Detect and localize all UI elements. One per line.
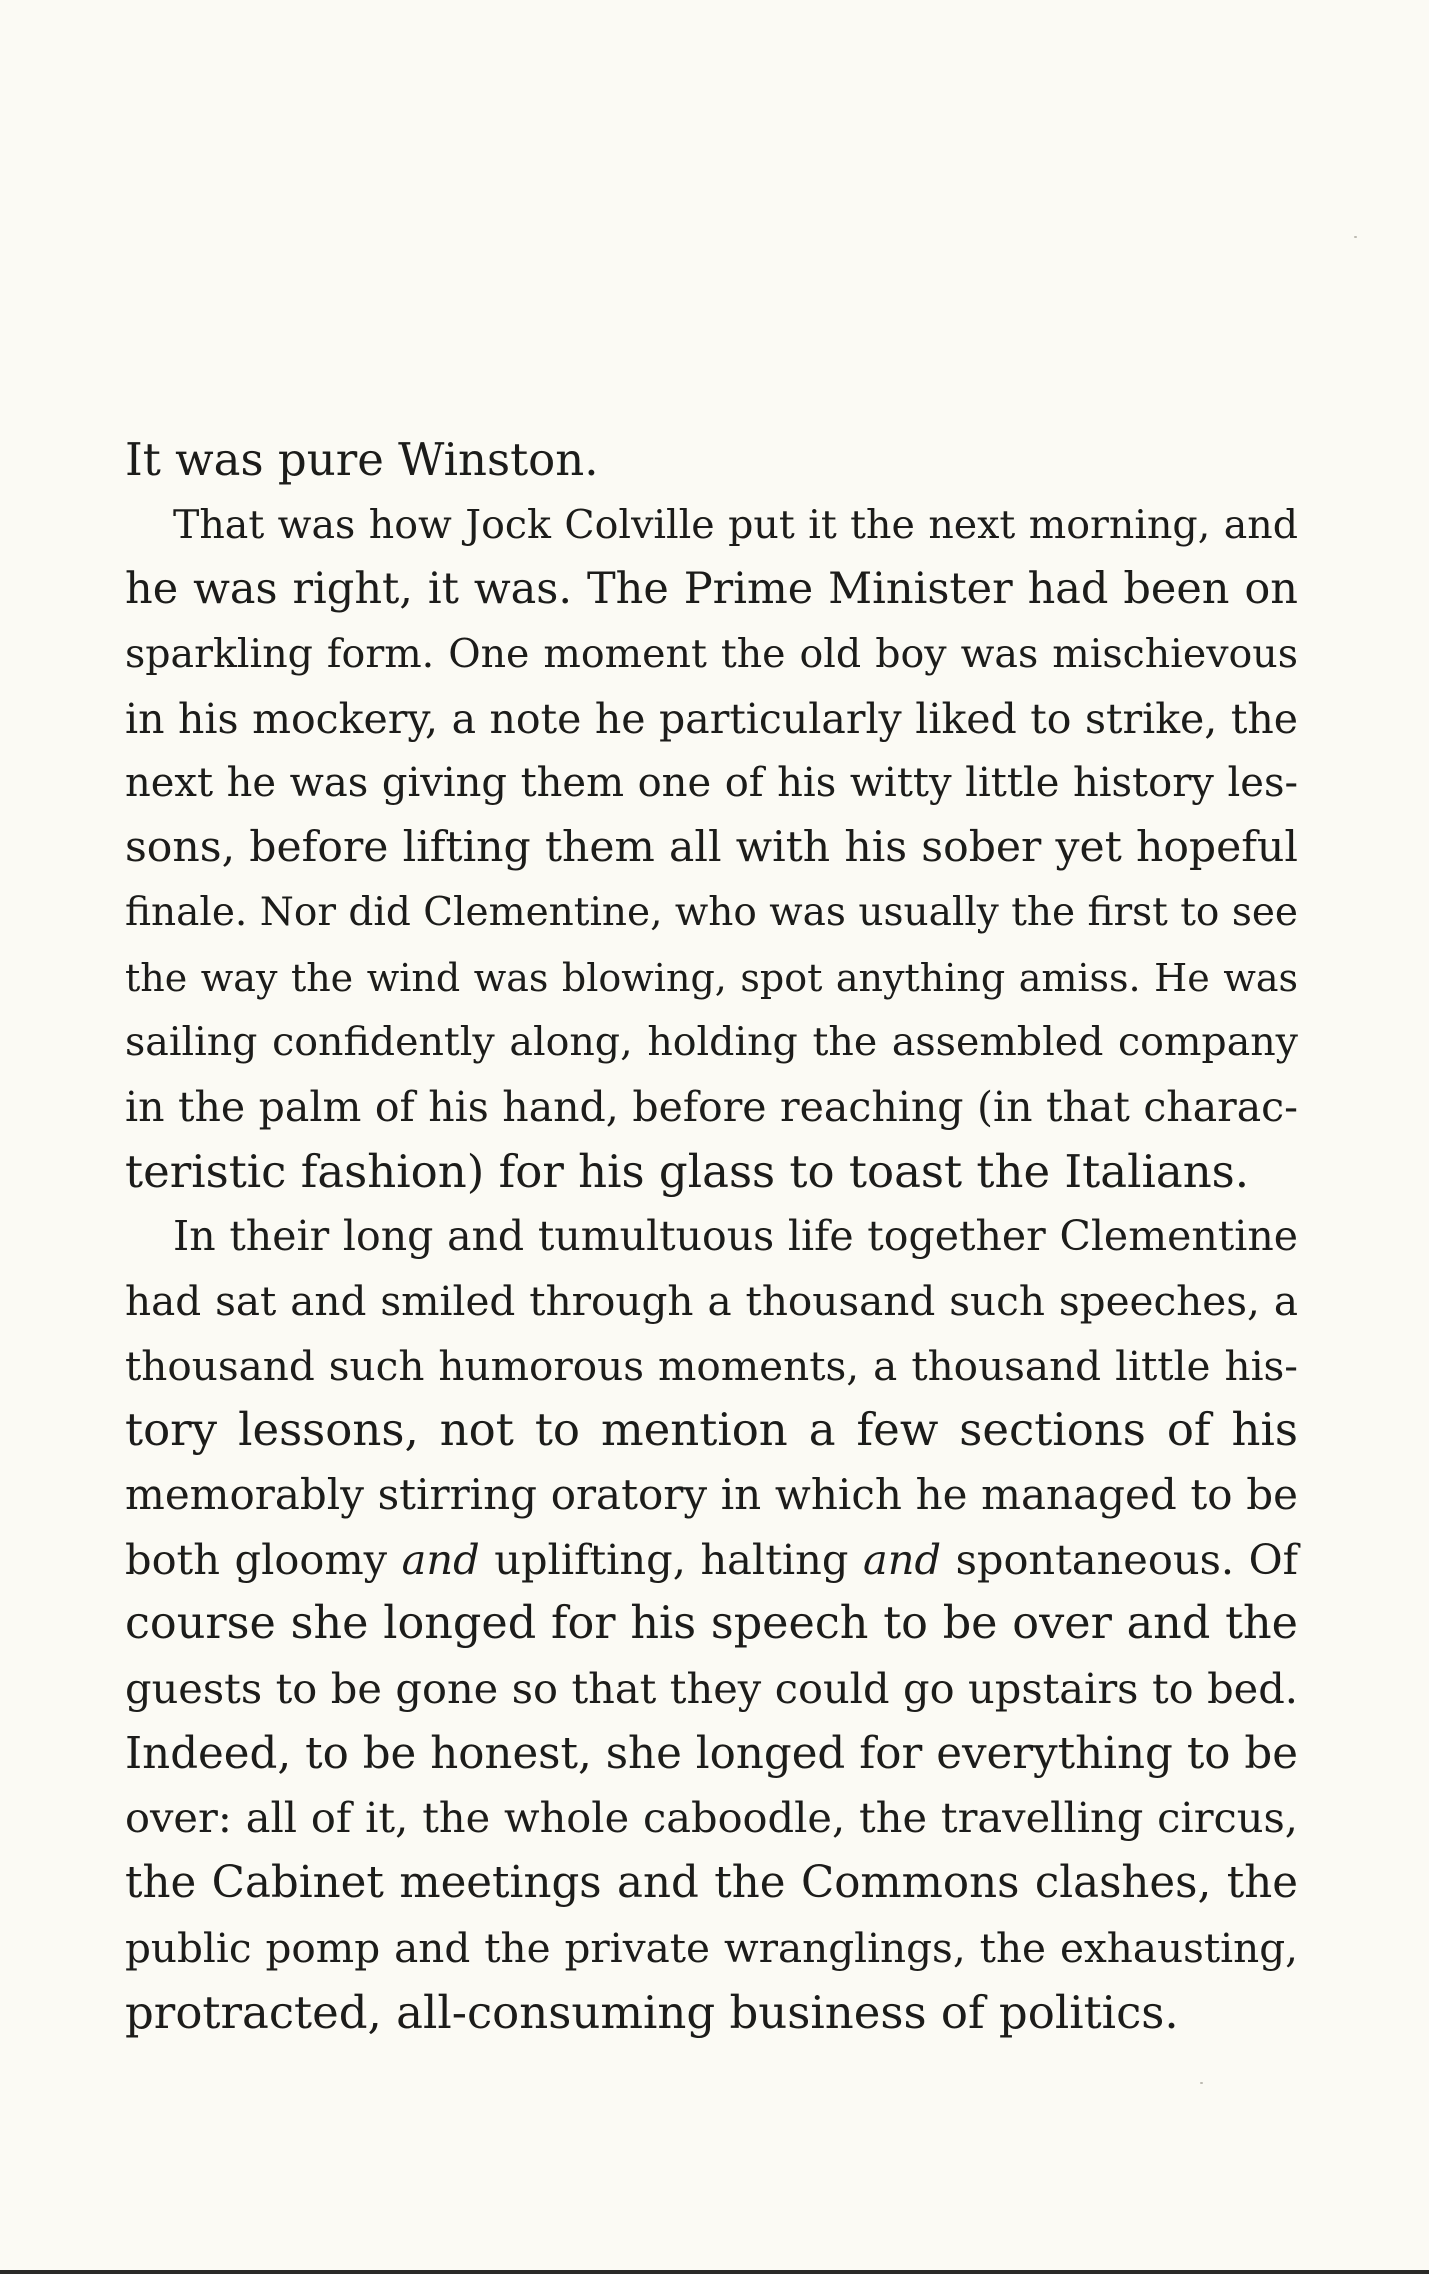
text-fragment: had sat and smiled through a thousand such speeches, a: [125, 1276, 1298, 1325]
text-line: [125, 622, 1298, 687]
text-fragment: course she longed for his speech to be over and the: [125, 1598, 1298, 1650]
text-fragment: in his mockery, a note he particularly liked to strike, the: [125, 694, 1298, 743]
text-line: [125, 1851, 1298, 1916]
text-fragment: memorably stirring oratory in which he managed to be: [125, 1470, 1298, 1519]
paragraph-first-line: [125, 493, 1298, 558]
text-fragment: sons, before lifting them all with his sober yet hopeful: [125, 823, 1298, 873]
text-line: [125, 1398, 1298, 1463]
text-fragment: tory lessons, not to mention a few sections of his: [125, 1403, 1298, 1457]
text-line: [125, 881, 1298, 946]
text-line: [125, 1140, 1298, 1205]
text-fragment: over: all of it, the whole caboodle, the travelling circus,: [125, 1793, 1298, 1843]
text-fragment: he was right, it was. The Prime Minister had been on: [125, 564, 1298, 615]
text-fragment: thousand such humorous moments, a thousand little his-: [125, 1341, 1298, 1390]
text-line: [125, 1075, 1298, 1140]
text-line: [125, 1916, 1298, 1981]
text-fragment: next he was giving them one of his witty little history les-: [125, 760, 1298, 807]
text-fragment: protracted, all-consuming business of politics.: [125, 1985, 1179, 2039]
text-fragment: uplifting, halting: [479, 1534, 863, 1584]
text-fragment: the Cabinet meetings and the Commons clashes, the: [125, 1858, 1298, 1909]
text-line: [125, 751, 1298, 816]
text-fragment: both gloomy: [125, 1534, 402, 1584]
paper-speck: [1354, 236, 1357, 238]
text-line: [125, 1528, 1298, 1593]
text-line: [125, 1722, 1298, 1787]
text-line: [125, 1010, 1298, 1075]
text-fragment: sailing confidently along, holding the assembled company: [125, 1019, 1298, 1066]
text-line: [125, 1334, 1298, 1399]
italic-emphasis: and: [862, 1534, 942, 1584]
text-line: [125, 1657, 1298, 1722]
text-fragment: teristic fashion) for his glass to toast the Italians.: [125, 1144, 1250, 1198]
text-line: [125, 816, 1298, 881]
italic-emphasis: and: [401, 1534, 480, 1584]
text-line: [125, 687, 1298, 752]
paper-speck: [1200, 2082, 1203, 2084]
body-text: [125, 428, 1298, 2045]
text-fragment: spontaneous. Of: [941, 1534, 1298, 1584]
text-fragment: It was pure Winston.: [125, 433, 599, 486]
text-line: [125, 1463, 1298, 1528]
text-line: [125, 946, 1298, 1011]
text-fragment: public pomp and the private wranglings, the exhausting,: [125, 1923, 1298, 1972]
text-line: [125, 1981, 1298, 2046]
page-edge-shadow: [0, 2270, 1429, 2274]
text-line: [125, 1269, 1298, 1334]
text-fragment: sparkling form. One moment the old boy was mischievous: [125, 631, 1298, 678]
text-line: [125, 557, 1298, 622]
text-fragment: guests to be gone so that they could go upstairs to bed.: [125, 1664, 1298, 1714]
paragraph-first-line: [125, 1204, 1298, 1269]
text-fragment: Indeed, to be honest, she longed for everything to be: [125, 1728, 1298, 1779]
text-line: [125, 1592, 1298, 1657]
text-fragment: in the palm of his hand, before reaching (in that charac-: [125, 1082, 1298, 1131]
text-fragment: That was how Jock Colville put it the next morning, and: [173, 501, 1298, 548]
text-fragment: the way the wind was blowing, spot anything amiss. He was: [125, 955, 1298, 1000]
text-line: [125, 1786, 1298, 1851]
text-fragment: finale. Nor did Clementine, who was usually the first to see: [125, 889, 1298, 935]
text-line: [125, 428, 1298, 493]
text-fragment: In their long and tumultuous life together Clementine: [173, 1212, 1298, 1261]
